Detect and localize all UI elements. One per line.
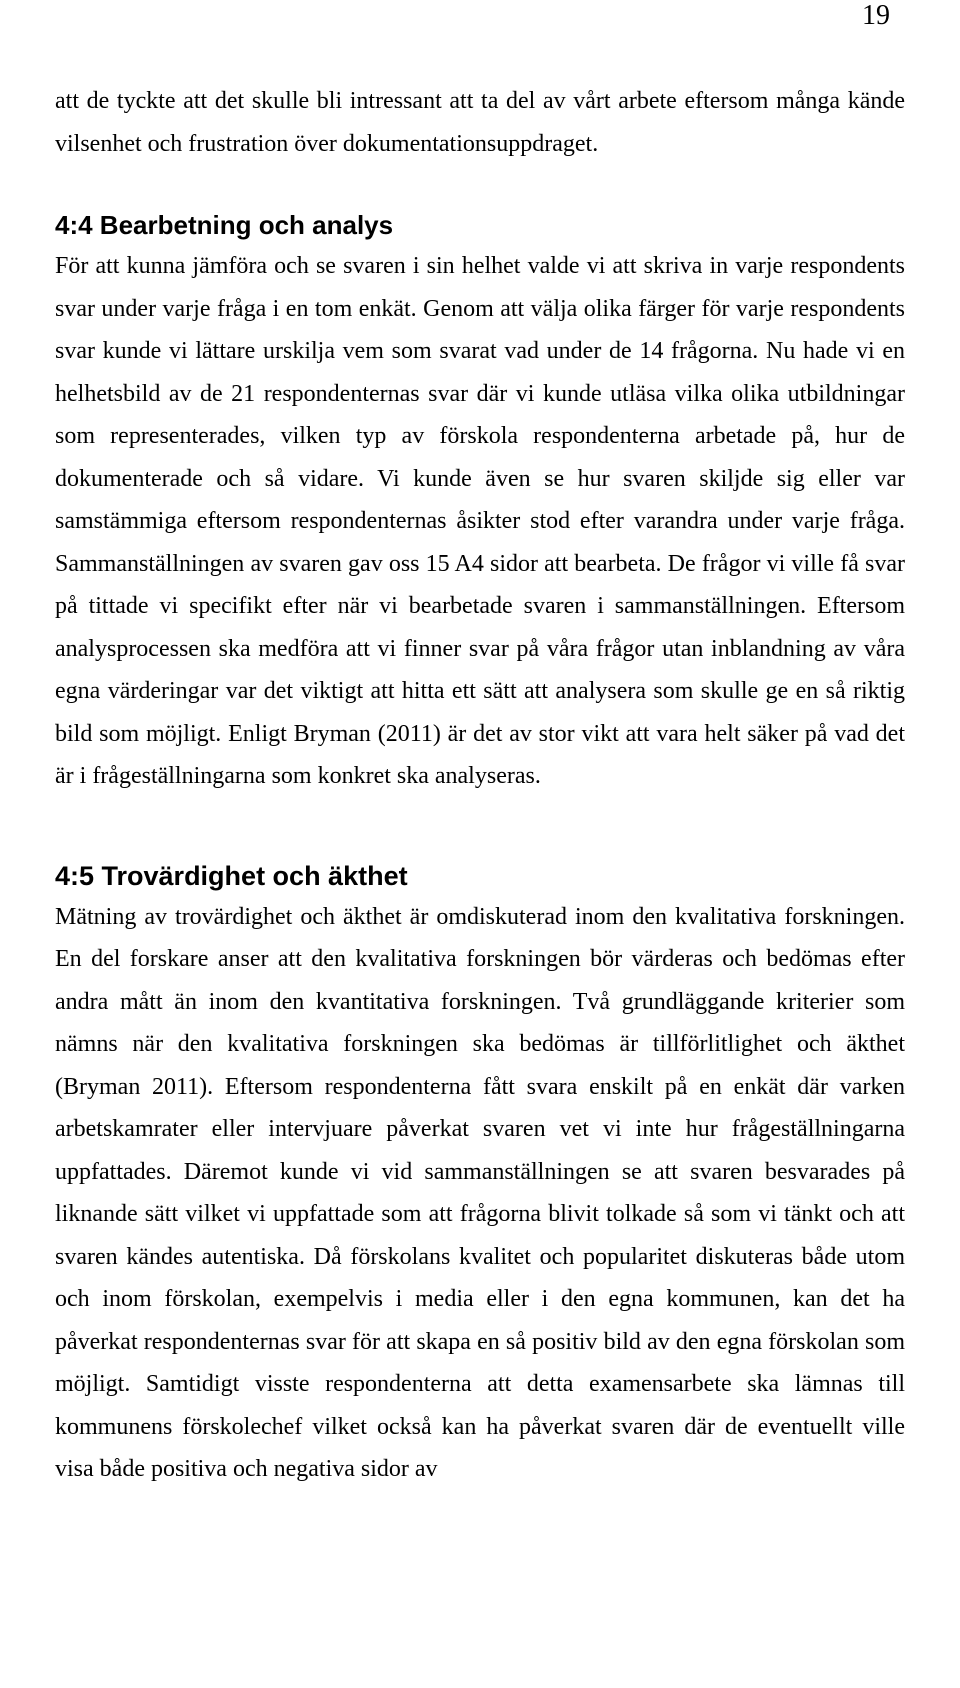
section-heading-bearbetning: 4:4 Bearbetning och analys (55, 210, 394, 240)
section-heading-trovardighet: 4:5 Trovärdighet och äkthet (55, 860, 408, 891)
paragraph-bearbetning: För att kunna jämföra och se svaren i sin helhet valde vi att skriva in varje respondents svar under varje fråga i en tom enkät. Genom att välja olika färger för varje respondents svar kunde vi lättare urskilja vem som svarat vad under de 14 frågorna. Nu hade vi en helhetsbild av de 21 respondenternas svar där vi kunde utläsa vilka olika utbildningar som representerades, vilken typ av förskola respondenterna arbetade på, hur de dokumenterade och så vidare. Vi kunde även se hur svaren skiljde sig eller var samstämmiga eftersom respondenternas åsikter stod efter varandra under varje fråga. Sammanställningen av svaren gav oss 15 A4 sidor att bearbeta. De frågor vi ville få svar på tittade vi specifikt efter när vi bearbetade svaren i sammanställningen. Eftersom analysprocessen ska medföra att vi finner svar på våra frågor utan inblandning av våra egna värderingar var det viktigt att hitta ett sätt att analysera som skulle ge en så riktig bild som möjligt. Enligt Bryman (2011) är det av stor vikt att vara helt säker på vad det är i frågeställningarna som konkret ska analyseras. (55, 253, 905, 789)
document-body (55, 80, 905, 1491)
page-number: 19 (862, 0, 890, 31)
paragraph-trovardighet: Mätning av trovärdighet och äkthet är omdiskuterad inom den kvalitativa forskningen. En del forskare anser att den kvalitativa forskningen bör värderas och bedömas efter andra mått än inom den kvantitativa forskningen. Två grundläggande kriterier som nämns när den kvalitativa forskningen ska bedömas är tillförlitlighet och äkthet (Bryman 2011). Eftersom respondenterna fått svara enskilt på en enkät där varken arbetskamrater eller intervjuare påverkat svaren vet vi inte hur frågeställningarna uppfattades. Däremot kunde vi vid sammanställningen se att svaren besvarades på liknande sätt vilket vi uppfattade som att frågorna blivit tolkade så som vi tänkt och att svaren kändes autentiska. Då förskolans kvalitet och popularitet diskuteras både utom och inom förskolan, exempelvis i media eller i den egna kommunen, kan det ha påverkat respondenternas svar för att skapa en så positiv bild av den egna förskolan som möjligt. Samtidigt visste respondenterna att detta examensarbete ska lämnas till kommunens förskolechef vilket också kan ha påverkat svaren där de eventuellt ville visa både positiva och negativa sidor av (55, 903, 905, 1482)
paragraph-intro: att de tyckte att det skulle bli intressant att ta del av vårt arbete eftersom många kände vilsenhet och frustration över dokumentationsuppdraget. (55, 88, 905, 157)
